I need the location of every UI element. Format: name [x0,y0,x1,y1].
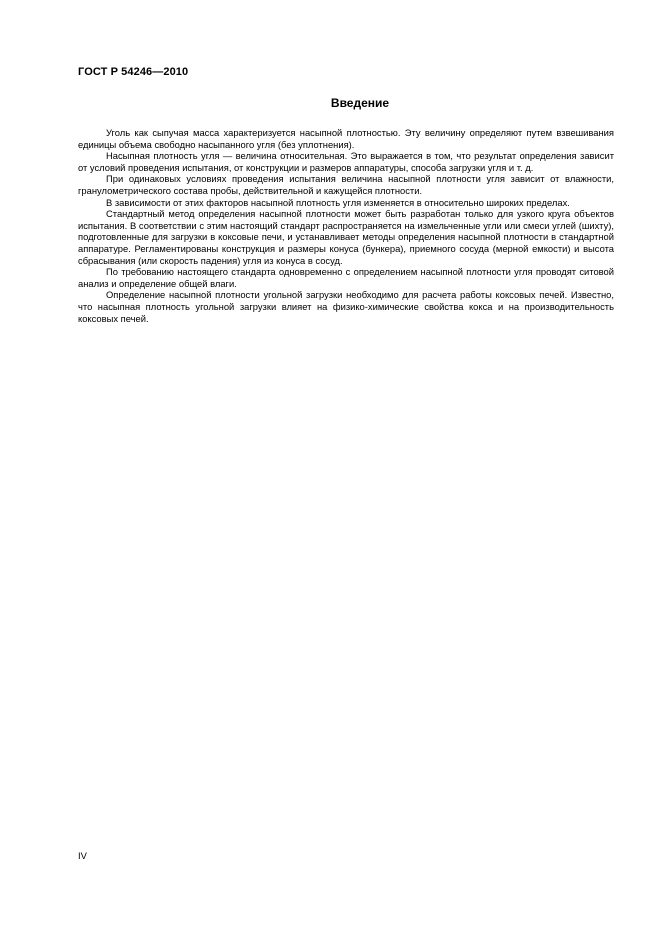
standard-header: ГОСТ Р 54246—2010 [78,66,189,78]
document-body [78,127,614,324]
section-title-text: Введение [330,96,390,110]
paragraph: Насыпная плотность угля — величина относительная. Это выражается в том, что результат определения зависит от условий проведения испытания, от конструкции и размеров аппаратуры, способа загрузки угля и т. д. [78,150,614,173]
paragraph: Стандартный метод определения насыпной плотности может быть разработан только для узкого круга объектов испытания. В соответствии с этим настоящий стандарт распространяется на измельченные угли или смеси углей (шихту), подготовленные для загрузки в коксовые печи, и устанавливает методы определения насыпной плотности в стандартной аппаратуре. Регламентированы конструкция и размеры конуса (бункера), приемного сосуда (мерной емкости) и высота сбрасывания (или скорость падения) угля из конуса в сосуд. [78,208,614,266]
paragraph: В зависимости от этих факторов насыпной плотность угля изменяется в относительно широких пределах. [106,196,570,208]
paragraph: Уголь как сыпучая масса характеризуется насыпной плотностью. Эту величину определяют путем взвешивания единицы объема свободно насыпанного угля (без уплотнения). [78,127,614,150]
paragraph: При одинаковых условиях проведения испытания величина насыпной плотности угля зависит от влажности, гранулометрического состава пробы, действительной и кажущейся плотности. [78,173,614,196]
paragraph: Определение насыпной плотности угольной загрузки необходимо для расчета работы коксовых печей. Известно, что насыпная плотность угольной загрузки влияет на физико-химические свойства кокса и на производительность коксовых печей. [78,289,614,324]
page-number: IV [78,850,87,861]
section-title [78,96,614,110]
paragraph: По требованию настоящего стандарта одновременно с определением насыпной плотности угля проводят ситовой анализ и определение общей влаги. [78,266,614,289]
